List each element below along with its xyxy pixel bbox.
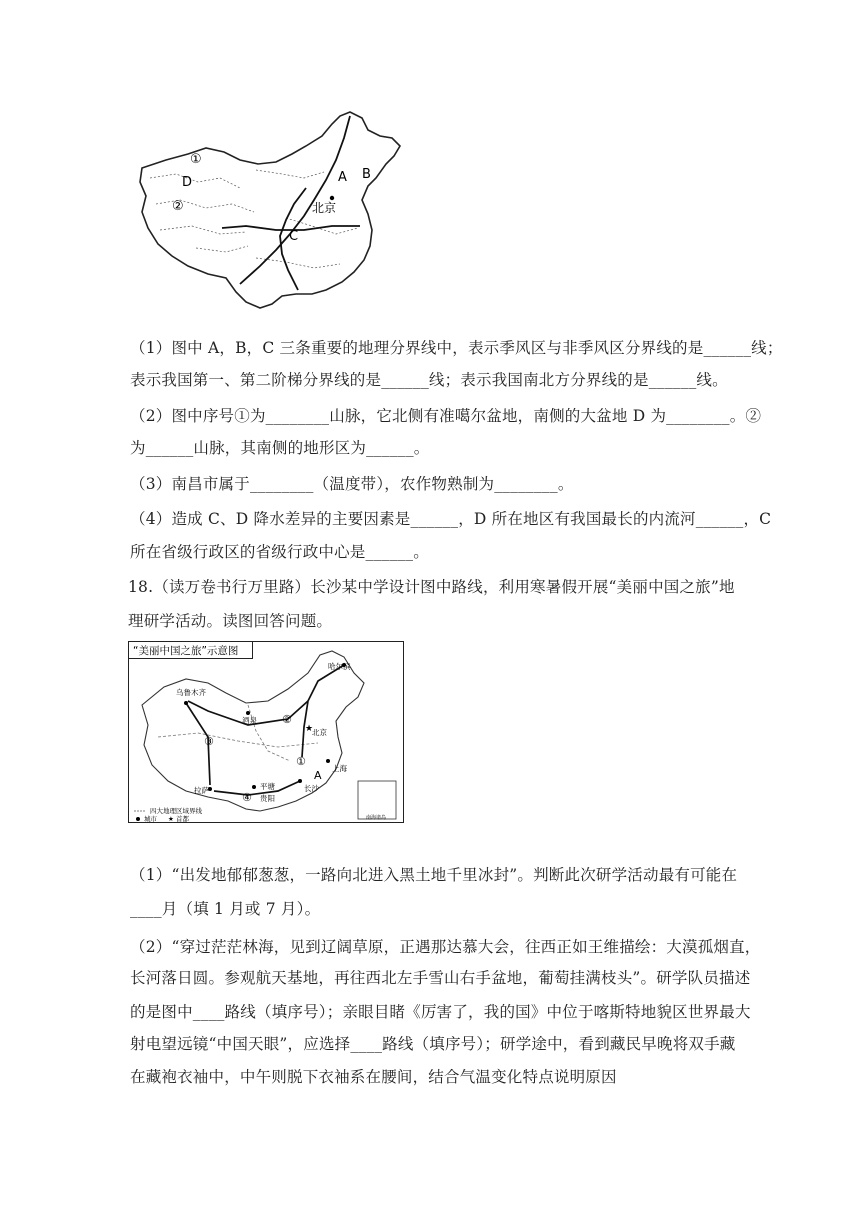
inset-box: [358, 781, 396, 819]
label-C: C: [289, 229, 299, 244]
route-label-1: ①: [296, 755, 306, 768]
q18-line-6: 射电望远镜“中国天眼”，应选择____路线（填序号）；研学途中，看到藏民早晚将双手藏: [130, 1035, 736, 1053]
route-label-A: A: [314, 769, 322, 782]
city-pingtang: 平塘: [260, 782, 275, 791]
label-A: A: [338, 170, 347, 185]
q18-line-7: 在藏袍衣袖中，中午则脱下衣袖系在腰间，结合气温变化特点说明原因: [130, 1068, 617, 1086]
q18-title-line-2: 理研学活动。读图回答问题。: [128, 612, 333, 630]
q18-line-1: （1）“出发地郁郁葱葱，一路向北进入黑土地千里冰封”。判断此次研学活动最有可能在: [130, 866, 738, 884]
inset-label: 南海诸岛: [366, 815, 387, 821]
legend-boundary: 四大地理区域界线: [150, 807, 202, 815]
q17-line-7: 所在省级行政区的省级行政中心是______。: [130, 543, 429, 561]
label-circle1: ①: [190, 152, 202, 167]
city-jiuquan: 酒泉: [242, 716, 257, 725]
china-boundary-map: [136, 108, 404, 312]
label-circle2: ②: [172, 199, 184, 214]
route-label-3: ③: [204, 735, 214, 748]
city-changsha: 长沙: [304, 784, 319, 793]
q18-line-3: （2）“穿过茫茫林海，见到辽阔草原，正遇那达慕大会，往西正如王维描绘：大漠孤烟直，: [130, 938, 761, 956]
route-label-4: ④: [242, 791, 252, 804]
q18-line-4: 长河落日圆。参观航天基地，再往西北左手雪山右手盆地，葡萄挂满枝头”。研学队员描述: [130, 969, 751, 987]
legend-city: 城市: [144, 815, 157, 823]
q17-line-2: 表示我国第一、第二阶梯分界线的是______线；表示我国南北方分界线的是______线。: [130, 371, 728, 389]
label-B: B: [362, 167, 371, 182]
label-beijing: 北京: [312, 201, 337, 215]
route-map: [128, 641, 404, 823]
q17-line-4: 为______山脉，其南侧的地形区为______。: [130, 439, 430, 457]
legend-capital: 首都: [176, 815, 189, 823]
beijing-point: [330, 196, 334, 200]
boundary-A: [240, 116, 350, 284]
map-title: “美丽中国之旅”示意图: [133, 645, 239, 657]
label-D: D: [182, 175, 193, 190]
q17-line-6: （4）造成 C、D 降水差异的主要因素是______，D 所在地区有我国最长的内流河______，C: [130, 510, 772, 528]
q18-line-2: ____月（填 1 月或 7 月）。: [130, 900, 321, 918]
route-label-2: ②: [282, 713, 292, 726]
q18-title-line-1: 18.（读万卷书行万里路）长沙某中学设计图中路线，利用寒暑假开展“美丽中国之旅”地: [128, 578, 735, 596]
city-urumqi: 乌鲁木齐: [176, 688, 206, 697]
city-beijing: 北京: [312, 728, 327, 737]
q17-line-1: （1）图中 A，B，C 三条重要的地理分界线中，表示季风区与非季风区分界线的是______线；: [130, 339, 783, 357]
legend-capital-star: ★: [168, 815, 174, 823]
capital-star: ★: [305, 724, 314, 734]
q18-line-5: 的是图中____路线（填序号）；亲眼目睹《厉害了，我的国》中位于喀斯特地貌区世界最大: [130, 1003, 751, 1021]
city-harbin: 哈尔滨: [328, 662, 351, 671]
city-shanghai: 上海: [332, 764, 347, 773]
q17-line-5: （3）南昌市属于________（温度带），农作物熟制为________。: [130, 475, 574, 493]
city-guiyang: 贵阳: [260, 794, 275, 803]
q17-line-3: （2）图中序号①为________山脉，它北侧有准噶尔盆地，南侧的大盆地 D 为________。②: [130, 407, 762, 425]
city-lhasa: 拉萨: [194, 786, 209, 795]
